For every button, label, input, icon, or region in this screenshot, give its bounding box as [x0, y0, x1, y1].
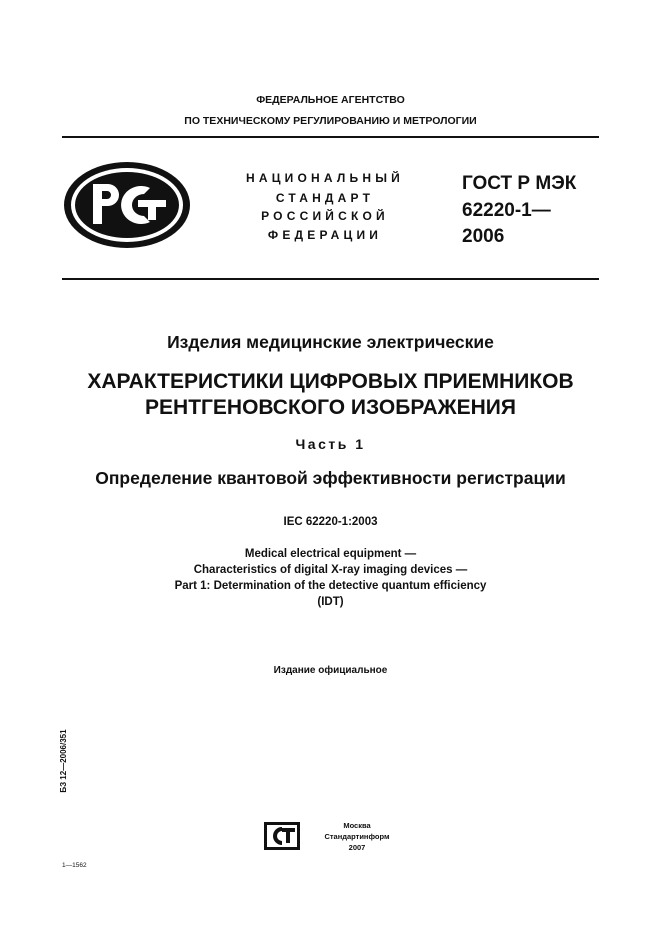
national-line-3: РОССИЙСКОЙ — [261, 209, 389, 223]
agency-line-2: ПО ТЕХНИЧЕСКОМУ РЕГУЛИРОВАНИЮ И МЕТРОЛОГИИ — [184, 115, 477, 127]
document-title-line-1: ХАРАКТЕРИСТИКИ ЦИФРОВЫХ ПРИЕМНИКОВ — [87, 370, 574, 393]
publisher-year: 2007 — [348, 843, 366, 852]
part-title: Определение квантовой эффективности регистрации — [95, 468, 566, 488]
publisher-name: Стандартинформ — [324, 832, 390, 841]
document-title-line-2: РЕНТГЕНОВСКОГО ИЗОБРАЖЕНИЯ — [145, 396, 516, 419]
national-line-4: ФЕДЕРАЦИИ — [267, 228, 383, 242]
iec-reference: IEC 62220-1:2003 — [283, 516, 378, 528]
gost-designation-line-2: 62220-1— — [462, 200, 551, 221]
english-title-line-1: Medical electrical equipment — — [244, 548, 417, 560]
edition-label: Издание официальное — [273, 665, 388, 676]
agency-line-1: ФЕДЕРАЛЬНОЕ АГЕНТСТВО — [256, 94, 405, 106]
part-label: Часть 1 — [295, 436, 366, 452]
gost-designation-line-3: 2006 — [462, 226, 505, 247]
national-line-1: НАЦИОНАЛЬНЫЙ — [245, 171, 405, 185]
side-registration-note: БЗ 12—2006/351 — [59, 729, 68, 793]
national-line-2: СТАНДАРТ — [275, 191, 375, 205]
gost-designation-line-1: ГОСТ Р МЭК — [462, 173, 577, 194]
english-title-line-4: (IDT) — [317, 596, 344, 608]
standartinform-logo-icon — [264, 822, 300, 850]
publisher-city: Москва — [343, 821, 371, 830]
print-code: 1—1562 — [62, 862, 87, 869]
english-title-line-3: Part 1: Determination of the detective quantum efficiency — [174, 580, 487, 592]
rst-seal-icon — [62, 160, 192, 250]
english-title-line-2: Characteristics of digital X-ray imaging devices — — [193, 564, 468, 576]
bottom-rule — [62, 278, 599, 280]
document-subtitle: Изделия медицинские электрические — [167, 332, 494, 352]
top-rule — [62, 136, 599, 138]
